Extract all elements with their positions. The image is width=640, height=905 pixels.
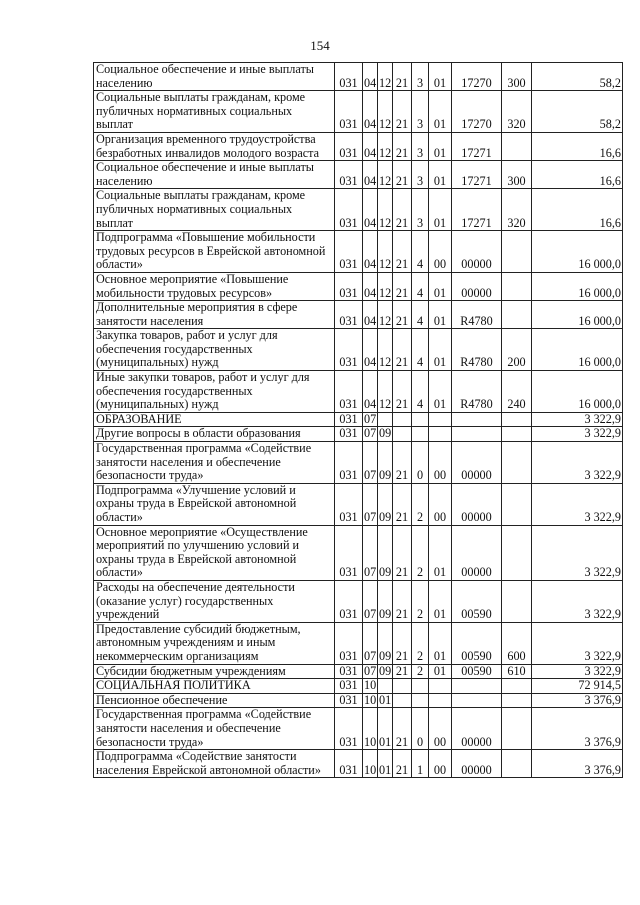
expense-type-cell xyxy=(502,483,532,525)
expense-type-cell xyxy=(502,708,532,750)
expense-type-cell xyxy=(502,525,532,580)
subprogram-code-cell: 2 xyxy=(412,664,429,679)
expense-type-cell xyxy=(502,750,532,778)
subsection-code-cell: 12 xyxy=(378,272,393,300)
direction-code-cell xyxy=(452,427,502,442)
subsection-code-cell xyxy=(378,412,393,427)
event-code-cell: 00 xyxy=(429,442,452,484)
expense-type-cell: 240 xyxy=(502,371,532,413)
row-name-cell: Другие вопросы в области образования xyxy=(94,427,335,442)
direction-code-cell: R4780 xyxy=(452,329,502,371)
expense-type-cell xyxy=(502,231,532,273)
direction-code-cell: R4780 xyxy=(452,301,502,329)
program-code-cell: 21 xyxy=(393,483,412,525)
sum-cell: 3 322,9 xyxy=(532,622,623,664)
subsection-code-cell: 12 xyxy=(378,189,393,231)
table-row xyxy=(94,442,623,484)
subprogram-code-cell: 3 xyxy=(412,161,429,189)
expense-type-cell: 610 xyxy=(502,664,532,679)
sum-cell: 16 000,0 xyxy=(532,329,623,371)
event-code-cell: 00 xyxy=(429,231,452,273)
subprogram-code-cell: 2 xyxy=(412,580,429,622)
program-code-cell: 21 xyxy=(393,63,412,91)
direction-code-cell: 17271 xyxy=(452,189,502,231)
section-code-cell: 07 xyxy=(363,483,378,525)
sum-cell: 16 000,0 xyxy=(532,272,623,300)
subsection-code-cell: 12 xyxy=(378,132,393,160)
subprogram-code-cell: 4 xyxy=(412,329,429,371)
subsection-code-cell: 12 xyxy=(378,371,393,413)
subsection-code-cell: 12 xyxy=(378,231,393,273)
admin-code-cell: 031 xyxy=(335,483,363,525)
program-code-cell: 21 xyxy=(393,750,412,778)
subprogram-code-cell: 0 xyxy=(412,442,429,484)
row-name-cell: Государственная программа «Содействие занятости населения и обеспечение безопасности труда» xyxy=(94,442,335,484)
row-name-cell: Организация временного трудоустройства безработных инвалидов молодого возраста xyxy=(94,132,335,160)
admin-code-cell: 031 xyxy=(335,664,363,679)
event-code-cell: 01 xyxy=(429,91,452,133)
expense-type-cell xyxy=(502,679,532,694)
section-code-cell: 07 xyxy=(363,622,378,664)
section-code-cell: 10 xyxy=(364,678,377,693)
program-code-cell: 21 xyxy=(393,622,412,664)
subsection-code-cell: 01 xyxy=(378,708,393,750)
program-code-cell: 21 xyxy=(393,132,412,160)
row-name-cell: Расходы на обеспечение деятельности (оказание услуг) государственных учреждений xyxy=(94,580,335,622)
sum-cell: 3 322,9 xyxy=(532,664,623,679)
section-code-cell: 04 xyxy=(363,189,378,231)
sum-cell: 16,6 xyxy=(532,161,623,189)
expense-type-cell: 600 xyxy=(502,622,532,664)
subsection-code-cell: 12 xyxy=(378,329,393,371)
page-number: 154 xyxy=(310,38,330,53)
direction-code-cell: 00000 xyxy=(452,442,502,484)
direction-code-cell: 17271 xyxy=(452,161,502,189)
table-row xyxy=(94,329,623,371)
program-code-cell xyxy=(393,693,412,708)
sum-cell: 16,6 xyxy=(532,132,623,160)
admin-code-cell: 031 xyxy=(335,161,363,189)
subprogram-code-cell: 4 xyxy=(412,301,429,329)
sum-cell: 58,2 xyxy=(532,63,623,91)
program-code-cell: 21 xyxy=(393,231,412,273)
direction-code-cell: 00000 xyxy=(452,272,502,300)
expense-type-cell: 320 xyxy=(502,189,532,231)
table-row xyxy=(94,301,623,329)
program-code-cell: 21 xyxy=(393,301,412,329)
admin-code-cell: 031 xyxy=(335,442,363,484)
expense-type-cell xyxy=(502,132,532,160)
subsection-code-cell: 01 xyxy=(379,693,392,707)
admin-code-cell: 031 xyxy=(335,371,363,413)
table-row xyxy=(94,91,623,133)
event-code-cell: 00 xyxy=(429,750,452,778)
row-name-cell: Субсидии бюджетным учреждениям xyxy=(94,664,335,679)
subsection-code-cell xyxy=(378,679,393,694)
event-code-cell: 01 xyxy=(429,161,452,189)
sum-cell: 3 322,9 xyxy=(532,483,623,525)
direction-code-cell xyxy=(452,693,502,708)
admin-code-cell: 031 xyxy=(335,412,363,427)
program-code-cell: 21 xyxy=(393,189,412,231)
expense-type-cell xyxy=(502,427,532,442)
section-code-cell: 07 xyxy=(363,442,378,484)
expense-type-cell: 300 xyxy=(502,161,532,189)
program-code-cell: 21 xyxy=(393,272,412,300)
event-code-cell: 01 xyxy=(429,580,452,622)
program-code-cell: 21 xyxy=(393,161,412,189)
direction-code-cell: 00000 xyxy=(452,483,502,525)
event-code-cell xyxy=(429,427,452,442)
expense-type-cell xyxy=(502,272,532,300)
subprogram-code-cell: 3 xyxy=(412,189,429,231)
expense-type-cell xyxy=(502,301,532,329)
row-name-cell: Социальные выплаты гражданам, кроме публичных нормативных социальных выплат xyxy=(94,91,335,133)
sum-cell: 3 376,9 xyxy=(532,708,623,750)
table-row xyxy=(94,231,623,273)
subprogram-code-cell: 3 xyxy=(412,63,429,91)
table-row xyxy=(94,371,623,413)
sum-cell: 3 322,9 xyxy=(532,442,623,484)
table-row xyxy=(94,132,623,160)
subprogram-code-cell: 2 xyxy=(412,622,429,664)
event-code-cell: 01 xyxy=(429,371,452,413)
section-code-cell: 04 xyxy=(363,91,378,133)
program-code-cell: 21 xyxy=(393,525,412,580)
section-code-cell: 04 xyxy=(363,329,378,371)
sum-cell: 3 322,9 xyxy=(532,525,623,580)
subprogram-code-cell: 4 xyxy=(412,371,429,413)
row-name-cell: СОЦИАЛЬНАЯ ПОЛИТИКА xyxy=(94,679,335,694)
subprogram-code-cell xyxy=(412,427,429,442)
subprogram-code-cell xyxy=(412,693,429,708)
table-row xyxy=(94,664,623,679)
table-row xyxy=(94,525,623,580)
program-code-cell: 21 xyxy=(393,91,412,133)
sum-cell: 16 000,0 xyxy=(532,301,623,329)
admin-code-cell: 031 xyxy=(335,708,363,750)
sum-cell: 58,2 xyxy=(532,91,623,133)
subsection-code-cell: 09 xyxy=(378,580,393,622)
admin-code-cell: 031 xyxy=(335,91,363,133)
subsection-code-cell: 09 xyxy=(379,426,392,441)
admin-code-cell: 031 xyxy=(335,750,363,778)
sum-cell: 3 322,9 xyxy=(532,580,623,622)
direction-code-cell: 17270 xyxy=(452,91,502,133)
subsection-code-cell: 12 xyxy=(378,63,393,91)
table-row xyxy=(94,708,623,750)
section-code-cell: 04 xyxy=(363,301,378,329)
direction-code-cell xyxy=(452,679,502,694)
admin-code-cell: 031 xyxy=(335,622,363,664)
event-code-cell xyxy=(429,693,452,708)
section-code-cell: 10 xyxy=(363,708,378,750)
subprogram-code-cell xyxy=(412,412,429,427)
row-name-cell: ОБРАЗОВАНИЕ xyxy=(94,412,335,427)
direction-code-cell: 00000 xyxy=(452,525,502,580)
admin-code-cell: 031 xyxy=(335,231,363,273)
section-code-cell: 10 xyxy=(364,693,377,707)
admin-code-cell: 031 xyxy=(335,580,363,622)
direction-code-cell: 00590 xyxy=(452,622,502,664)
section-code-cell: 04 xyxy=(363,161,378,189)
subsection-code-cell: 12 xyxy=(378,161,393,189)
direction-code-cell: 17270 xyxy=(452,63,502,91)
subsection-code-cell: 09 xyxy=(378,622,393,664)
event-code-cell: 00 xyxy=(429,483,452,525)
section-code-cell: 07 xyxy=(363,525,378,580)
row-name-cell: Основное мероприятие «Осуществление мероприятий по улучшению условий и охраны труда в Еврейской автономной области» xyxy=(94,525,335,580)
subsection-code-cell: 12 xyxy=(378,91,393,133)
row-name-cell: Социальное обеспечение и иные выплаты населению xyxy=(94,63,335,91)
row-name-cell: Подпрограмма «Улучшение условий и охраны труда в Еврейской автономной области» xyxy=(94,483,335,525)
admin-code-cell: 031 xyxy=(335,132,363,160)
admin-code-cell: 031 xyxy=(335,679,363,694)
program-code-cell: 21 xyxy=(393,664,412,679)
program-code-cell: 21 xyxy=(393,708,412,750)
row-name-cell: Основное мероприятие «Повышение мобильности трудовых ресурсов» xyxy=(94,272,335,300)
admin-code-cell: 031 xyxy=(335,693,363,708)
subprogram-code-cell: 4 xyxy=(412,231,429,273)
program-code-cell: 21 xyxy=(393,329,412,371)
direction-code-cell: 00590 xyxy=(452,580,502,622)
table-row xyxy=(94,412,623,427)
row-name-cell: Иные закупки товаров, работ и услуг для обеспечения государственных (муниципальных) нужд xyxy=(94,371,335,413)
subsection-code-cell: 09 xyxy=(378,525,393,580)
section-code-cell: 07 xyxy=(364,664,377,678)
subprogram-code-cell: 1 xyxy=(412,750,429,778)
event-code-cell: 01 xyxy=(429,132,452,160)
sum-cell: 3 322,9 xyxy=(532,427,623,442)
admin-code-cell: 031 xyxy=(335,329,363,371)
sum-cell: 72 914,5 xyxy=(532,679,623,694)
direction-code-cell: 17271 xyxy=(452,132,502,160)
direction-code-cell: 00000 xyxy=(452,750,502,778)
admin-code-cell: 031 xyxy=(335,525,363,580)
event-code-cell: 01 xyxy=(429,272,452,300)
direction-code-cell: 00590 xyxy=(452,664,502,679)
expense-type-cell: 320 xyxy=(502,91,532,133)
row-name-cell: Дополнительные мероприятия в сфере занятости населения xyxy=(94,301,335,329)
event-code-cell: 00 xyxy=(429,708,452,750)
section-code-cell: 04 xyxy=(363,63,378,91)
admin-code-cell: 031 xyxy=(335,427,363,442)
direction-code-cell: R4780 xyxy=(452,371,502,413)
table-row xyxy=(94,483,623,525)
admin-code-cell: 031 xyxy=(335,272,363,300)
admin-code-cell: 031 xyxy=(335,63,363,91)
subprogram-code-cell: 0 xyxy=(412,708,429,750)
row-name-cell: Социальное обеспечение и иные выплаты населению xyxy=(94,161,335,189)
section-code-cell: 04 xyxy=(363,231,378,273)
section-code-cell: 04 xyxy=(363,132,378,160)
sum-cell: 16 000,0 xyxy=(532,231,623,273)
table-row xyxy=(94,63,623,91)
admin-code-cell: 031 xyxy=(335,189,363,231)
direction-code-cell: 00000 xyxy=(452,708,502,750)
row-name-cell: Подпрограмма «Содействие занятости населения Еврейской автономной области» xyxy=(94,750,335,778)
expense-type-cell: 300 xyxy=(502,63,532,91)
program-code-cell: 21 xyxy=(393,580,412,622)
section-code-cell: 07 xyxy=(364,412,377,426)
table-row xyxy=(94,622,623,664)
table-row xyxy=(94,693,623,708)
direction-code-cell: 00000 xyxy=(452,231,502,273)
subsection-code-cell: 09 xyxy=(379,664,392,678)
event-code-cell: 01 xyxy=(429,63,452,91)
event-code-cell: 01 xyxy=(429,189,452,231)
subprogram-code-cell xyxy=(412,679,429,694)
sum-cell: 3 376,9 xyxy=(532,750,623,778)
expense-type-cell xyxy=(502,693,532,708)
event-code-cell xyxy=(429,412,452,427)
table-row xyxy=(94,272,623,300)
table-row xyxy=(94,750,623,778)
program-code-cell xyxy=(393,427,412,442)
row-name-cell: Государственная программа «Содействие занятости населения и обеспечение безопасности труда» xyxy=(94,708,335,750)
event-code-cell: 01 xyxy=(429,301,452,329)
row-name-cell: Подпрограмма «Повышение мобильности трудовых ресурсов в Еврейской автономной области» xyxy=(94,231,335,273)
section-code-cell: 04 xyxy=(363,272,378,300)
row-name-cell: Пенсионное обеспечение xyxy=(94,693,335,708)
subsection-code-cell: 12 xyxy=(378,301,393,329)
table-row xyxy=(94,580,623,622)
program-code-cell: 21 xyxy=(393,371,412,413)
expense-type-cell: 200 xyxy=(502,329,532,371)
program-code-cell xyxy=(393,679,412,694)
sum-cell: 16,6 xyxy=(532,189,623,231)
event-code-cell: 01 xyxy=(429,329,452,371)
section-code-cell: 07 xyxy=(364,426,377,441)
row-name-cell: Предоставление субсидий бюджетным, автономным учреждениям и иным некоммерческим организациям xyxy=(94,622,335,664)
event-code-cell: 01 xyxy=(429,664,452,679)
table-row xyxy=(94,427,623,442)
event-code-cell: 01 xyxy=(429,622,452,664)
subprogram-code-cell: 3 xyxy=(412,91,429,133)
sum-cell: 3 376,9 xyxy=(532,693,623,708)
sum-cell: 16 000,0 xyxy=(532,371,623,413)
subprogram-code-cell: 2 xyxy=(412,525,429,580)
program-code-cell: 21 xyxy=(393,442,412,484)
subprogram-code-cell: 3 xyxy=(412,132,429,160)
table-row xyxy=(94,161,623,189)
program-code-cell xyxy=(393,412,412,427)
event-code-cell xyxy=(429,679,452,694)
admin-code-cell: 031 xyxy=(335,301,363,329)
subprogram-code-cell: 2 xyxy=(412,483,429,525)
expense-type-cell xyxy=(502,442,532,484)
subsection-code-cell: 09 xyxy=(378,483,393,525)
row-name-cell: Социальные выплаты гражданам, кроме публичных нормативных социальных выплат xyxy=(94,189,335,231)
section-code-cell: 07 xyxy=(363,580,378,622)
table-row xyxy=(94,189,623,231)
subsection-code-cell: 09 xyxy=(378,442,393,484)
section-code-cell: 10 xyxy=(363,750,378,778)
expense-type-cell xyxy=(502,412,532,427)
section-code-cell: 04 xyxy=(363,371,378,413)
row-name-cell: Закупка товаров, работ и услуг для обеспечения государственных (муниципальных) нужд xyxy=(94,329,335,371)
event-code-cell: 01 xyxy=(429,525,452,580)
subsection-code-cell: 01 xyxy=(378,750,393,778)
expense-type-cell xyxy=(502,580,532,622)
budget-table xyxy=(93,62,623,778)
subprogram-code-cell: 4 xyxy=(412,272,429,300)
sum-cell: 3 322,9 xyxy=(532,412,623,427)
direction-code-cell xyxy=(452,412,502,427)
table-body xyxy=(94,63,623,778)
table-row xyxy=(94,679,623,694)
